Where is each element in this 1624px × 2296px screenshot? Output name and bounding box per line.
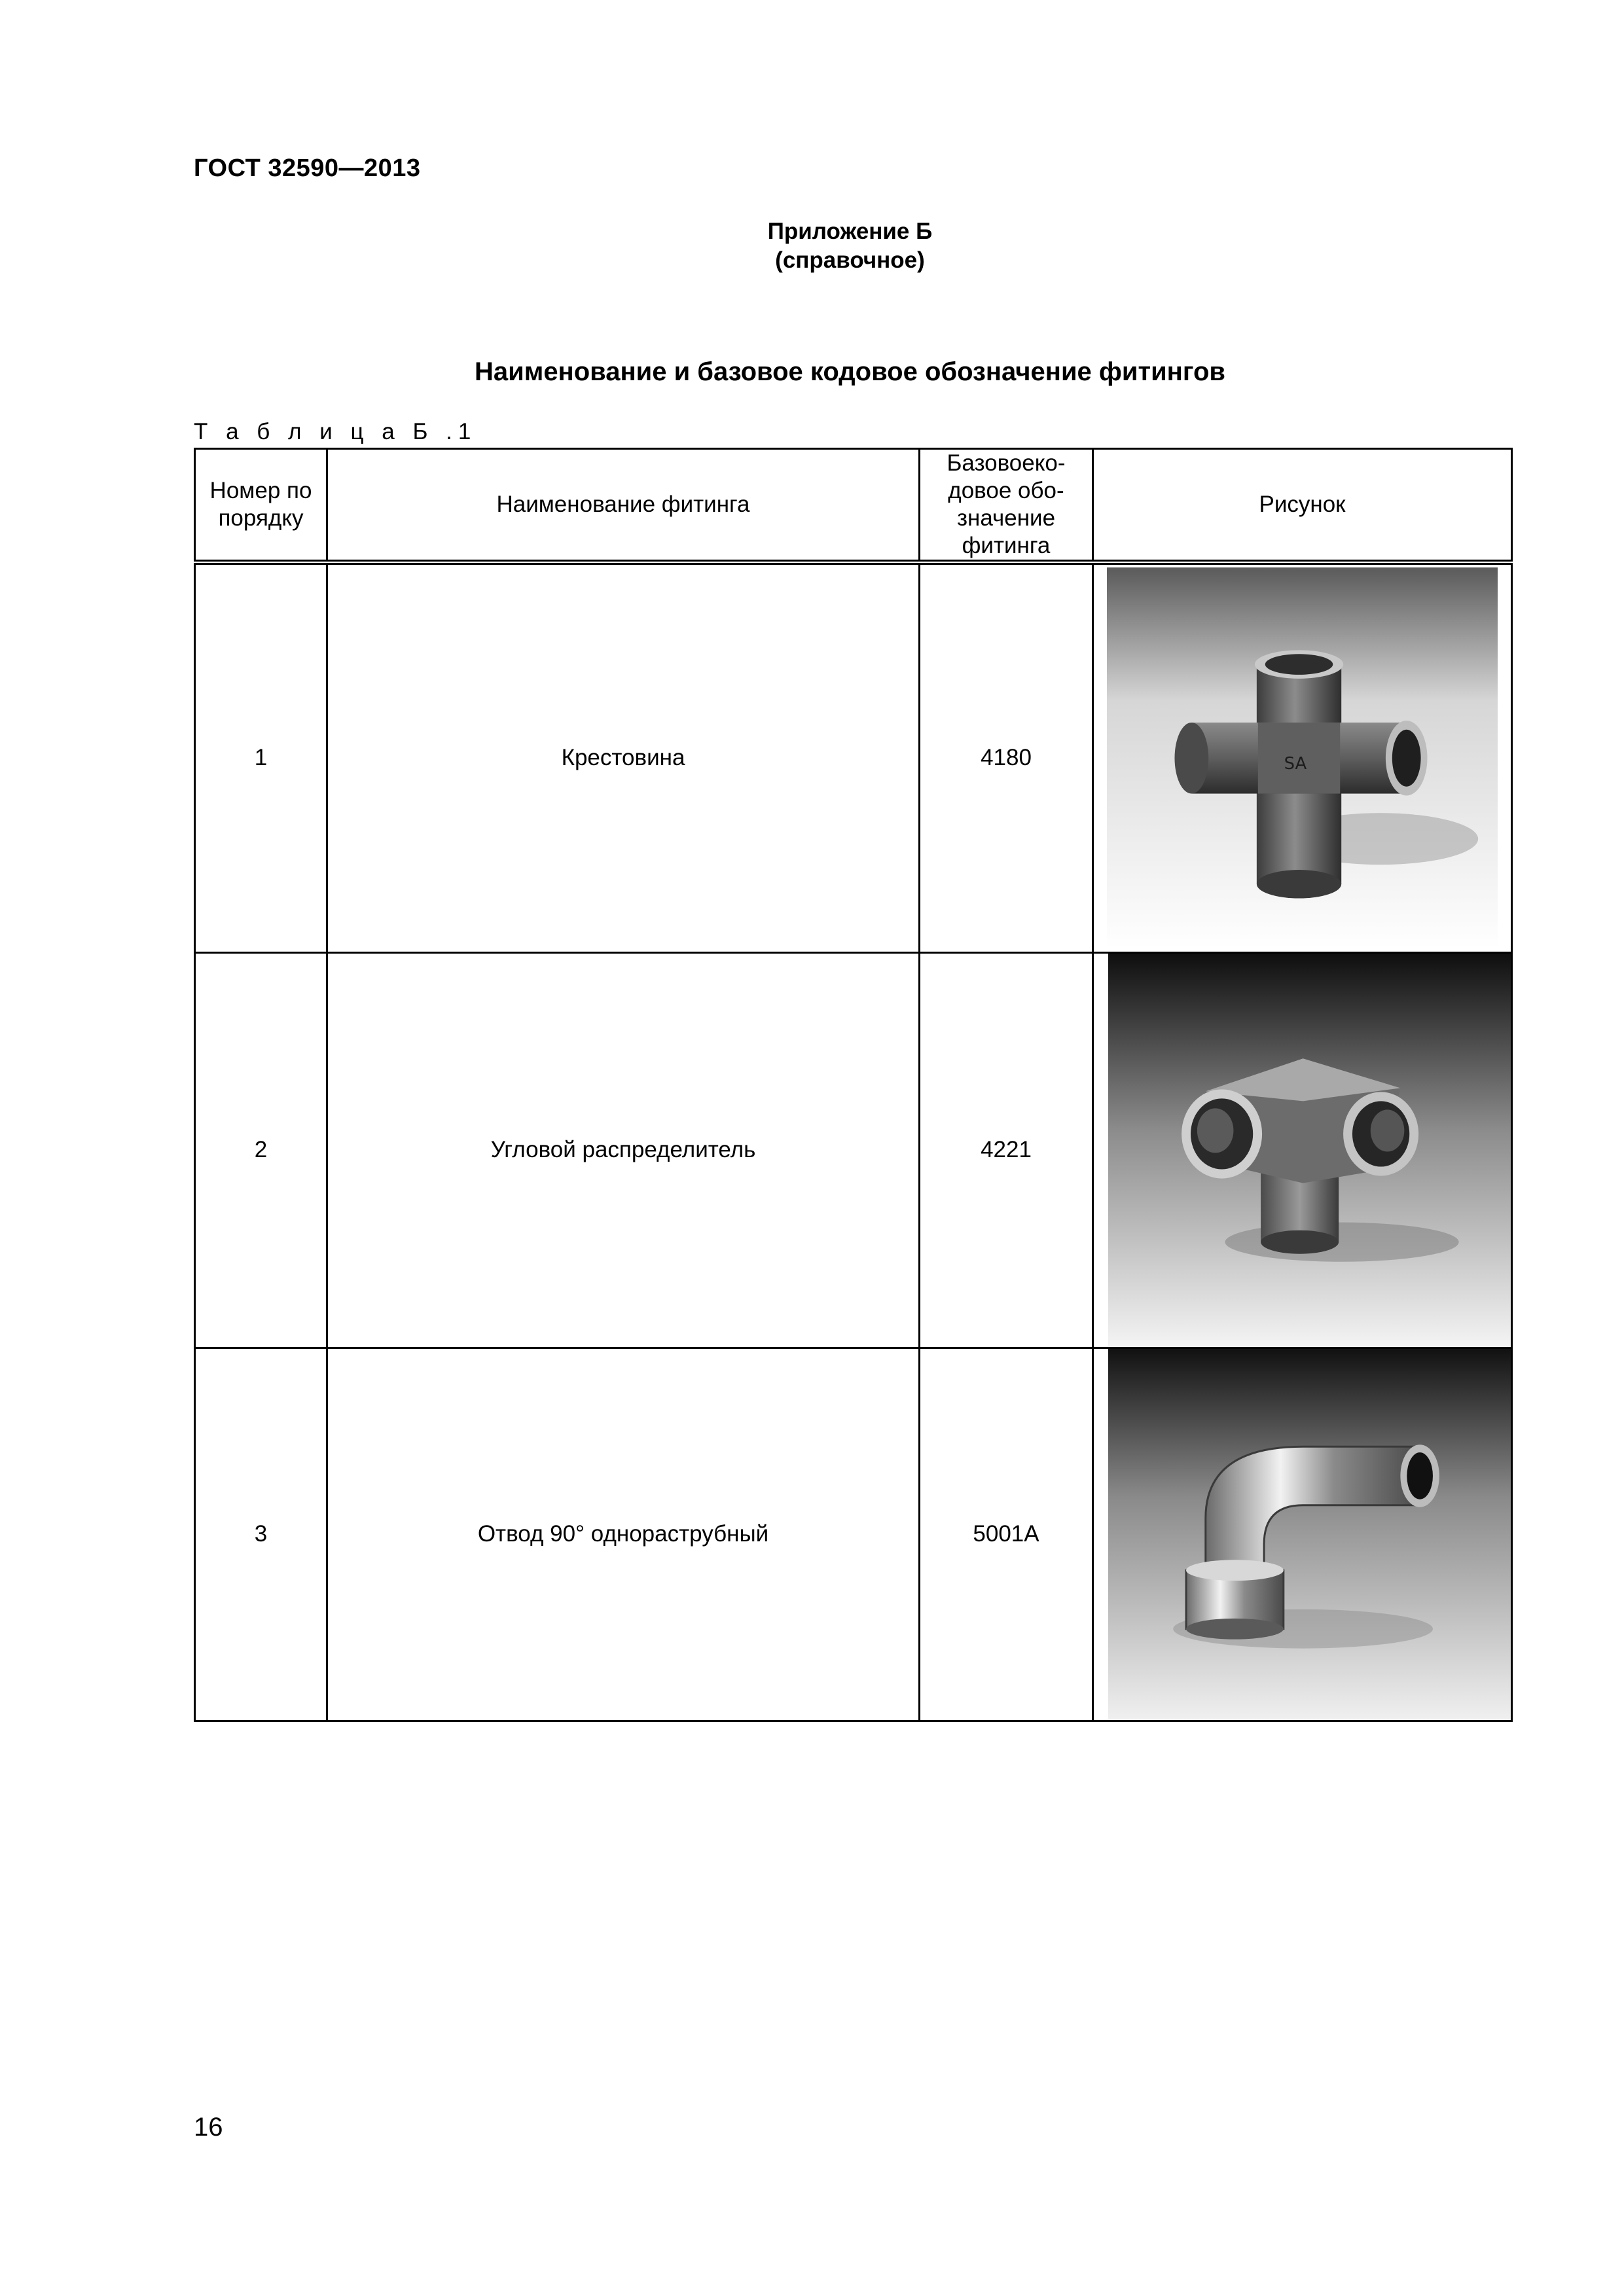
table-label: Т а б л и ц а Б .1	[194, 419, 477, 444]
row-number: 3	[195, 1348, 327, 1721]
column-header-picture: Рисунок	[1093, 449, 1512, 563]
table-row	[195, 1348, 1512, 1721]
document-code: ГОСТ 32590—2013	[194, 154, 421, 182]
appendix-title: Приложение Б	[767, 219, 933, 244]
appendix-note: (справочное)	[775, 247, 925, 273]
cross-fitting-photo-icon	[1107, 567, 1498, 949]
table-header-row	[195, 449, 1512, 563]
corner-tee-fitting-photo-icon	[1108, 954, 1511, 1347]
section-title: Наименование и базовое кодовое обозначение фитингов	[475, 357, 1225, 386]
appendix-heading	[0, 217, 1624, 275]
column-header-number: Номер по порядку	[195, 449, 327, 563]
fitting-code: 4180	[920, 562, 1093, 952]
table-row	[195, 562, 1512, 952]
row-number: 2	[195, 952, 327, 1348]
elbow-90-fitting-photo-icon	[1108, 1349, 1511, 1720]
column-header-name: Наименование фитинга	[327, 449, 920, 563]
fitting-code: 5001A	[920, 1348, 1093, 1721]
fitting-name: Угловой распределитель	[327, 952, 920, 1348]
table-row	[195, 952, 1512, 1348]
column-header-code: Базовоеко-довое обо-значение фитинга	[920, 449, 1093, 563]
fitting-name: Отвод 90° однораструбный	[327, 1348, 920, 1721]
fitting-code: 4221	[920, 952, 1093, 1348]
picture-cell	[1093, 562, 1512, 952]
stamp-label: SA	[1284, 754, 1307, 774]
fittings-table	[194, 448, 1513, 1722]
fitting-name: Крестовина	[327, 562, 920, 952]
picture-cell	[1093, 1348, 1512, 1721]
picture-cell	[1093, 952, 1512, 1348]
page-number: 16	[194, 2113, 223, 2142]
row-number: 1	[195, 562, 327, 952]
